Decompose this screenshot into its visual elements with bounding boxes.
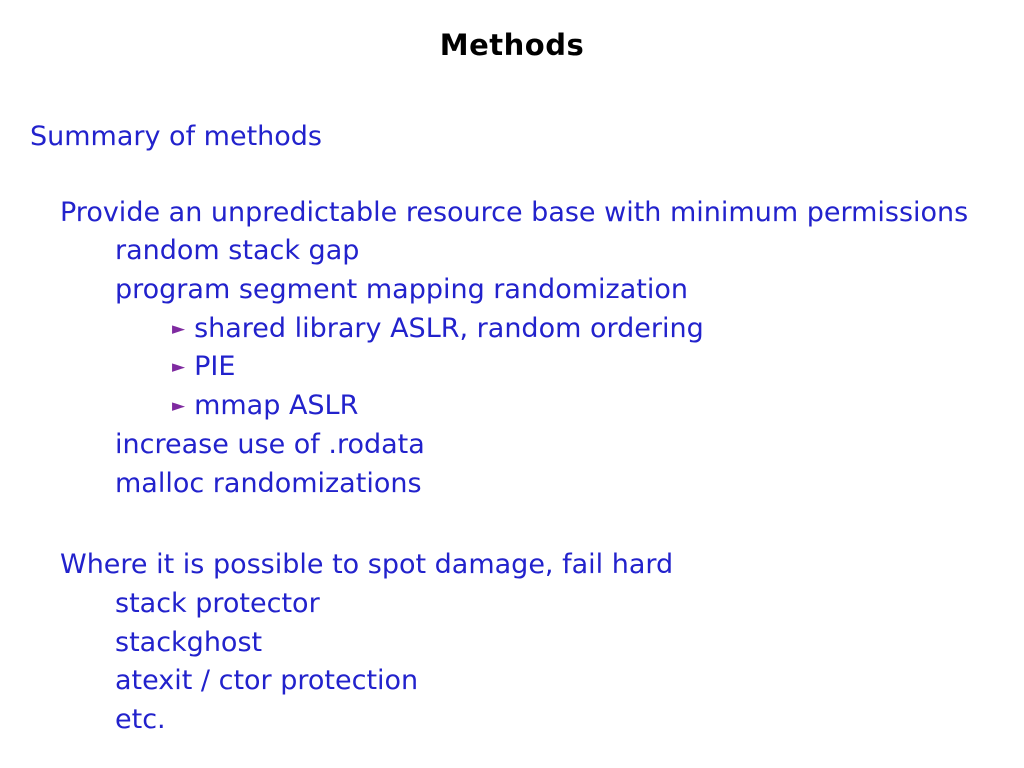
slide-title: Methods [439,28,585,62]
line-malloc-randomizations [0,465,1024,504]
bullet-triangle-icon: ► [172,396,186,417]
line-text: Where it is possible to spot damage, fail hard [60,549,674,581]
line-stackghost [0,624,1024,663]
line-text: Provide an unpredictable resource base with minimum permissions [60,196,969,228]
line-text: malloc randomizations [115,467,422,499]
line-text: stackghost [115,626,263,658]
line-text: program segment mapping randomization [115,274,688,306]
blank-line [0,503,1024,546]
line-random-stack-gap [0,232,1024,271]
line-text: mmap ASLR [194,390,359,422]
line-pie [0,348,1024,387]
line-atexit-ctor [0,662,1024,701]
line-summary-heading [0,118,1024,157]
line-provide-heading [0,194,1024,233]
line-mmap-aslr [0,387,1024,426]
line-shared-library-aslr [0,310,1024,349]
slide-content [0,118,1024,740]
bullet-triangle-icon: ► [172,357,186,378]
line-rodata [0,426,1024,465]
line-text: increase use of .rodata [115,428,425,460]
line-text: random stack gap [115,235,360,267]
line-text: etc. [115,703,166,735]
line-text: Summary of methods [30,121,323,152]
line-text: stack protector [115,587,320,619]
line-program-segment [0,271,1024,310]
line-text: atexit / ctor protection [115,665,419,697]
line-text: shared library ASLR, random ordering [194,312,704,344]
line-etc [0,701,1024,740]
blank-line [0,157,1024,194]
bullet-triangle-icon: ► [172,318,186,339]
line-fail-hard-heading [0,546,1024,585]
line-text: PIE [194,351,236,383]
line-stack-protector [0,585,1024,624]
